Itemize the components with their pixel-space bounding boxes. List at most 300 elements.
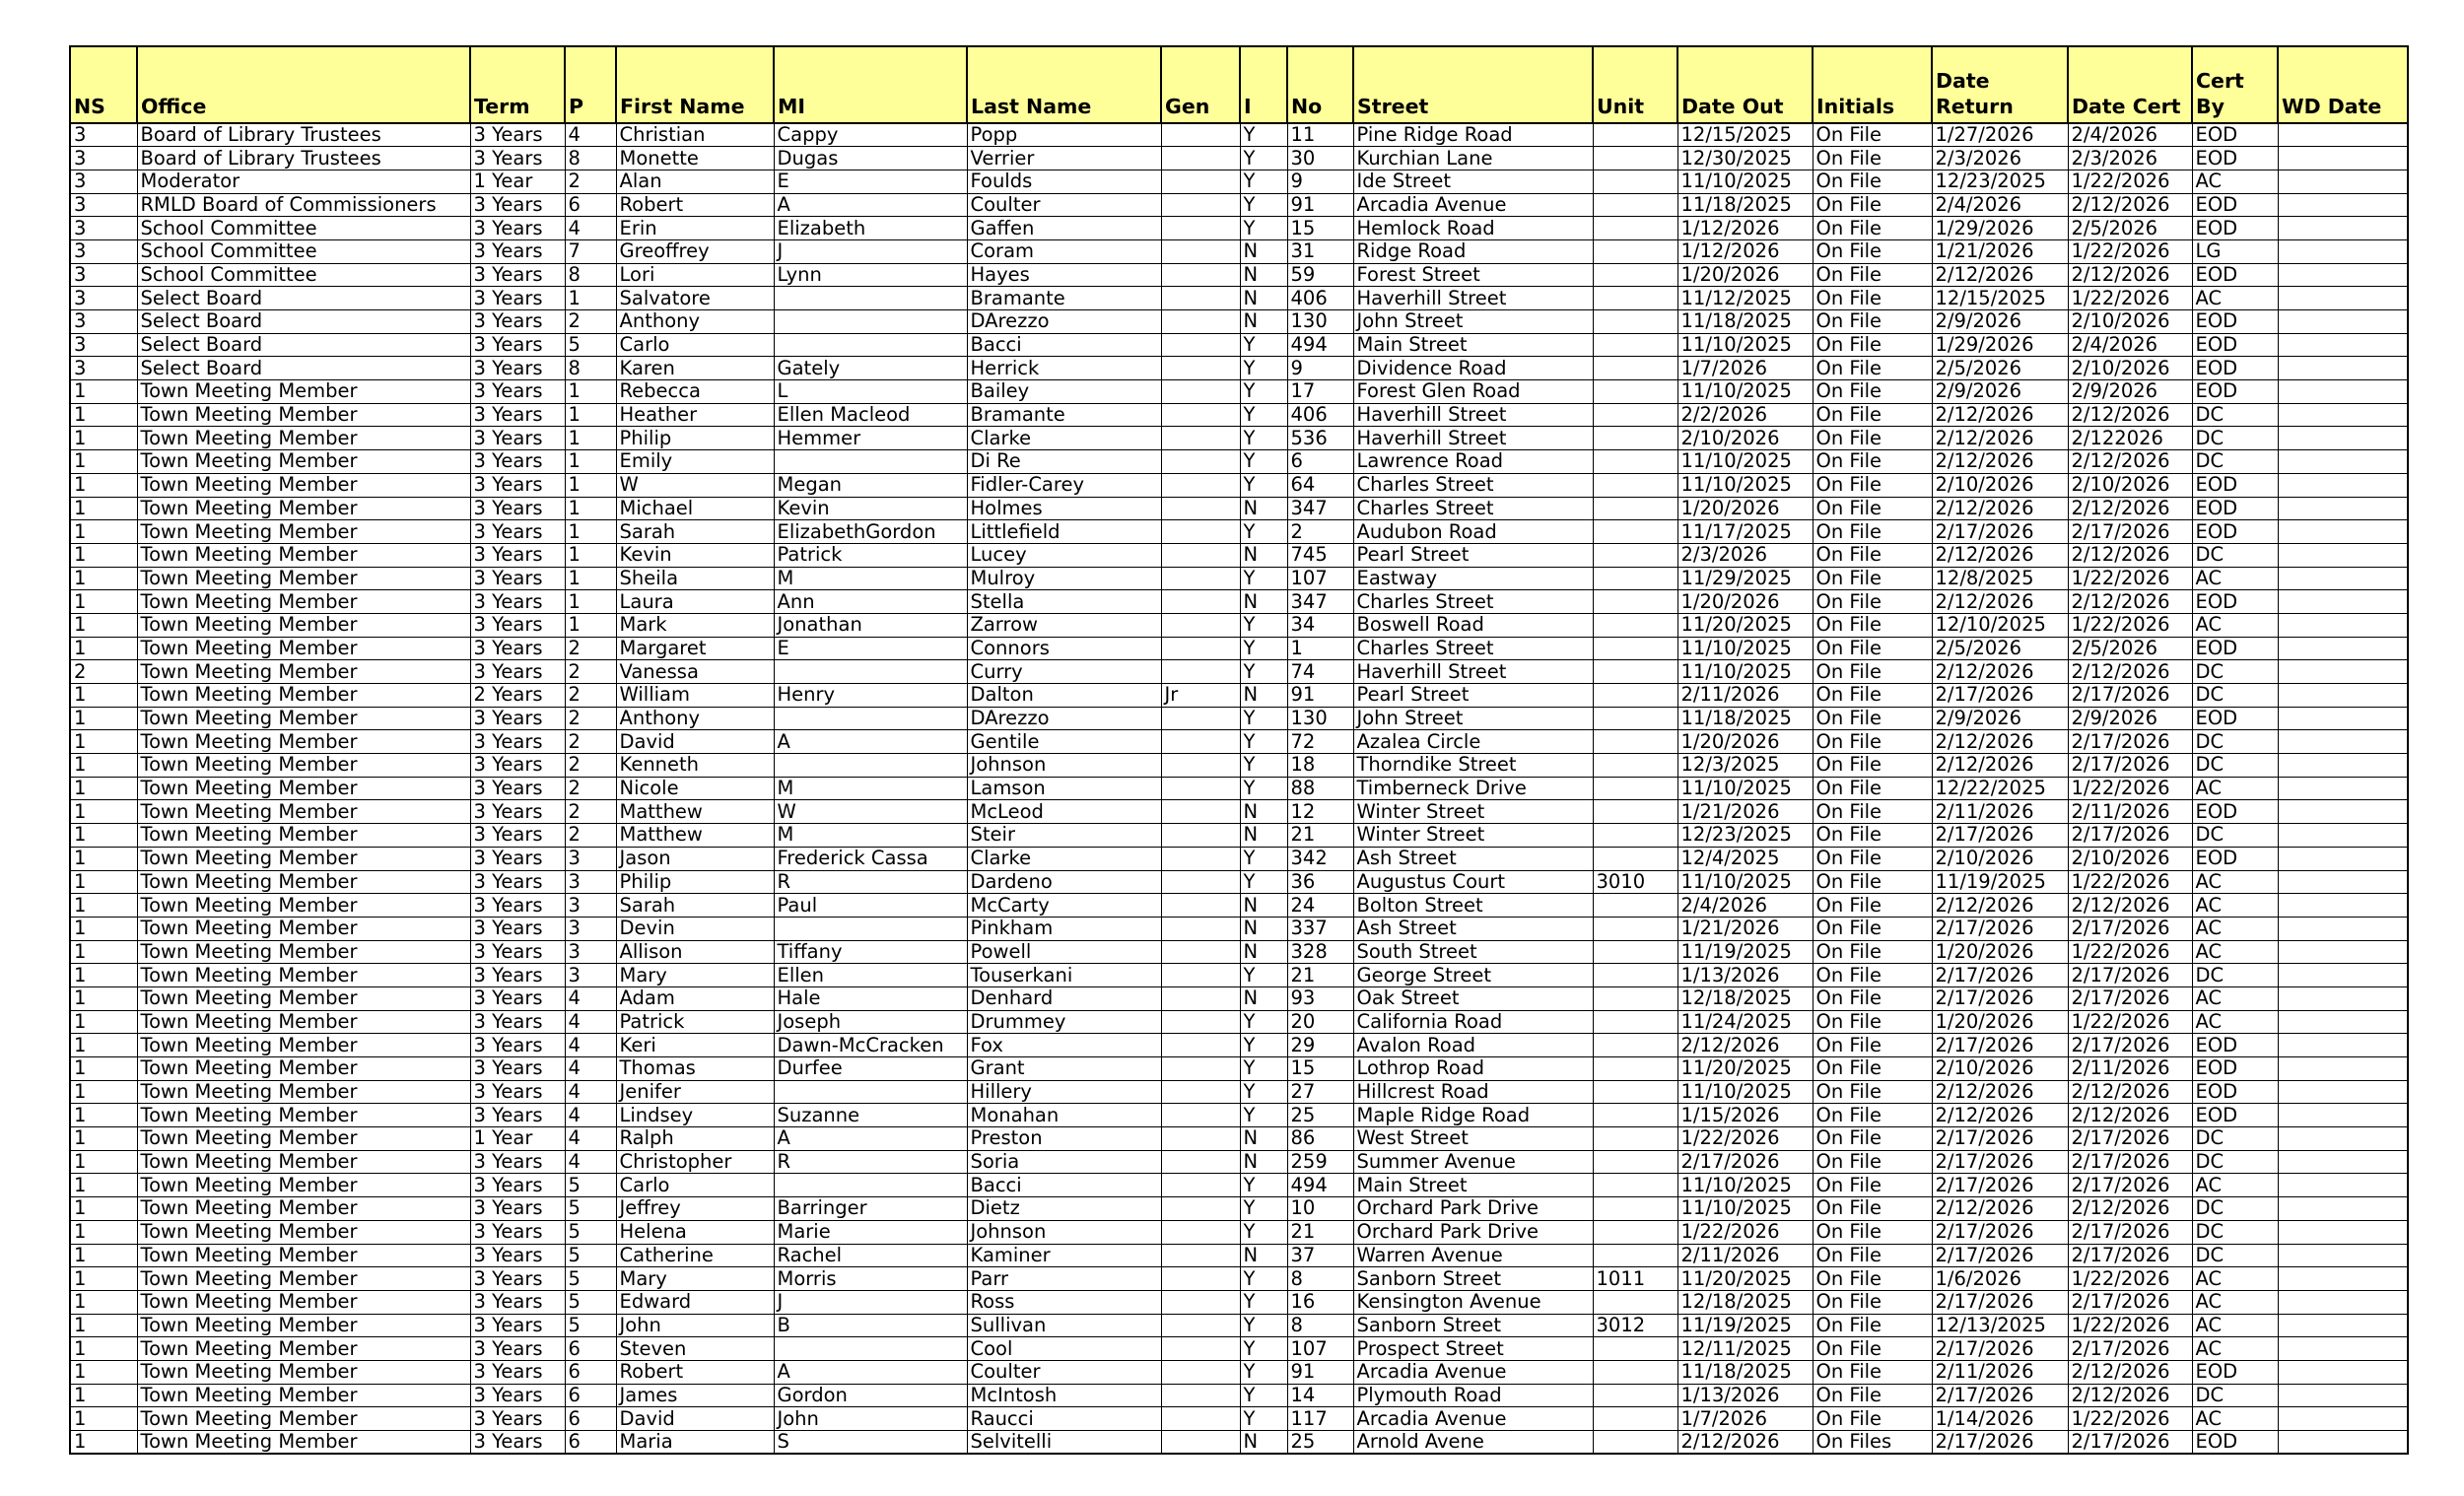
- cell-office: Town Meeting Member: [137, 824, 470, 848]
- cell-date-cert: 2/17/2026: [2068, 1290, 2192, 1314]
- cell-term: 3 Years: [470, 1314, 565, 1337]
- cell-first-name: Jason: [616, 847, 774, 870]
- cell-initials: On File: [1813, 1034, 1932, 1057]
- cell-gen: [1161, 1150, 1240, 1174]
- cell-first-name: Sarah: [616, 894, 774, 918]
- cell-first-name: Mark: [616, 613, 774, 637]
- cell-date-out: 11/10/2025: [1677, 450, 1813, 474]
- cell-first-name: Thomas: [616, 1057, 774, 1081]
- cell-ns: 3: [70, 193, 137, 217]
- cell-office: Town Meeting Member: [137, 1034, 470, 1057]
- cell-last-name: Curry: [967, 660, 1161, 684]
- cell-street: Sanborn Street: [1353, 1314, 1593, 1337]
- cell-no: 25: [1287, 1104, 1353, 1127]
- cell-cert-by: DC: [2192, 450, 2278, 474]
- cell-term: 3 Years: [470, 940, 565, 964]
- cell-ns: 1: [70, 637, 137, 660]
- cell-mi: Jonathan: [774, 613, 967, 637]
- cell-last-name: Littlefield: [967, 520, 1161, 544]
- cell-first-name: Keri: [616, 1034, 774, 1057]
- cell-last-name: Steir: [967, 824, 1161, 848]
- cell-initials: On File: [1813, 1314, 1932, 1337]
- cell-term: 3 Years: [470, 310, 565, 334]
- cell-cert-by: EOD: [2192, 1104, 2278, 1127]
- cell-office: RMLD Board of Commissioners: [137, 193, 470, 217]
- cell-first-name: Matthew: [616, 800, 774, 824]
- cell-p: 4: [565, 1127, 616, 1151]
- table-row: [70, 473, 2408, 497]
- cell-gen: [1161, 147, 1240, 170]
- cell-gen: [1161, 310, 1240, 334]
- table-row: [70, 123, 2408, 147]
- cell-ns: 1: [70, 1080, 137, 1104]
- cell-first-name: Laura: [616, 590, 774, 614]
- cell-office: Town Meeting Member: [137, 1080, 470, 1104]
- cell-no: 91: [1287, 193, 1353, 217]
- cell-wd-date: [2278, 707, 2408, 730]
- cell-no: 17: [1287, 380, 1353, 404]
- cell-wd-date: [2278, 637, 2408, 660]
- cell-date-return: 2/17/2026: [1932, 917, 2068, 940]
- cell-wd-date: [2278, 894, 2408, 918]
- cell-wd-date: [2278, 964, 2408, 987]
- cell-p: 6: [565, 193, 616, 217]
- column-header: Unit: [1593, 46, 1677, 123]
- cell-mi: [774, 1337, 967, 1361]
- cell-date-return: 2/5/2026: [1932, 357, 2068, 380]
- cell-street: Lawrence Road: [1353, 450, 1593, 474]
- cell-date-cert: 2/12/2026: [2068, 450, 2192, 474]
- cell-ns: 1: [70, 1150, 137, 1174]
- cell-first-name: Michael: [616, 497, 774, 520]
- cell-first-name: Philip: [616, 427, 774, 450]
- cell-date-out: 1/22/2026: [1677, 1220, 1813, 1244]
- column-header: MI: [774, 46, 967, 123]
- cell-p: 4: [565, 1034, 616, 1057]
- cell-initials: On File: [1813, 1290, 1932, 1314]
- cell-mi: Cappy: [774, 123, 967, 147]
- cell-gen: [1161, 1431, 1240, 1455]
- cell-date-return: 12/10/2025: [1932, 613, 2068, 637]
- column-header: P: [565, 46, 616, 123]
- cell-street: John Street: [1353, 707, 1593, 730]
- cell-p: 5: [565, 333, 616, 357]
- cell-no: 29: [1287, 1034, 1353, 1057]
- cell-ns: 1: [70, 1407, 137, 1431]
- cell-wd-date: [2278, 170, 2408, 193]
- cell-office: Select Board: [137, 357, 470, 380]
- cell-wd-date: [2278, 824, 2408, 848]
- cell-i: Y: [1240, 1104, 1287, 1127]
- cell-street: Lothrop Road: [1353, 1057, 1593, 1081]
- cell-no: 9: [1287, 170, 1353, 193]
- table-row: [70, 403, 2408, 427]
- cell-street: Pearl Street: [1353, 543, 1593, 567]
- cell-date-out: 11/20/2025: [1677, 1267, 1813, 1291]
- cell-p: 2: [565, 684, 616, 708]
- cell-date-cert: 1/22/2026: [2068, 1407, 2192, 1431]
- cell-ns: 1: [70, 1337, 137, 1361]
- cell-cert-by: EOD: [2192, 380, 2278, 404]
- cell-first-name: Kevin: [616, 543, 774, 567]
- cell-date-return: 2/17/2026: [1932, 1244, 2068, 1267]
- cell-initials: On File: [1813, 917, 1932, 940]
- cell-initials: On File: [1813, 450, 1932, 474]
- cell-i: N: [1240, 1150, 1287, 1174]
- cell-date-out: 11/10/2025: [1677, 333, 1813, 357]
- cell-wd-date: [2278, 310, 2408, 334]
- cell-i: Y: [1240, 730, 1287, 754]
- column-header: Date Cert: [2068, 46, 2192, 123]
- cell-date-cert: 2/17/2026: [2068, 730, 2192, 754]
- cell-p: 3: [565, 964, 616, 987]
- cell-ns: 1: [70, 473, 137, 497]
- cell-last-name: Ross: [967, 1290, 1161, 1314]
- cell-term: 3 Years: [470, 287, 565, 310]
- cell-mi: Dawn-McCracken: [774, 1034, 967, 1057]
- cell-mi: Joseph: [774, 1010, 967, 1034]
- cell-office: Town Meeting Member: [137, 730, 470, 754]
- cell-i: Y: [1240, 450, 1287, 474]
- cell-date-return: 1/27/2026: [1932, 123, 2068, 147]
- cell-office: Town Meeting Member: [137, 754, 470, 778]
- cell-term: 3 Years: [470, 1150, 565, 1174]
- cell-cert-by: EOD: [2192, 217, 2278, 240]
- cell-first-name: Lindsey: [616, 1104, 774, 1127]
- cell-last-name: Di Re: [967, 450, 1161, 474]
- cell-term: 3 Years: [470, 637, 565, 660]
- cell-gen: [1161, 777, 1240, 800]
- cell-no: 34: [1287, 613, 1353, 637]
- cell-unit: [1593, 986, 1677, 1010]
- cell-term: 3 Years: [470, 1267, 565, 1291]
- cell-street: Thorndike Street: [1353, 754, 1593, 778]
- cell-unit: [1593, 357, 1677, 380]
- cell-initials: On File: [1813, 1080, 1932, 1104]
- cell-date-return: 2/12/2026: [1932, 263, 2068, 287]
- cell-ns: 1: [70, 1057, 137, 1081]
- cell-date-return: 12/13/2025: [1932, 1314, 2068, 1337]
- cell-date-cert: 1/22/2026: [2068, 1010, 2192, 1034]
- cell-initials: On File: [1813, 1384, 1932, 1407]
- cell-cert-by: EOD: [2192, 123, 2278, 147]
- cell-date-cert: 1/22/2026: [2068, 1267, 2192, 1291]
- cell-wd-date: [2278, 777, 2408, 800]
- cell-p: 3: [565, 940, 616, 964]
- cell-p: 7: [565, 239, 616, 263]
- cell-i: N: [1240, 894, 1287, 918]
- cell-first-name: Lori: [616, 263, 774, 287]
- cell-first-name: Jenifer: [616, 1080, 774, 1104]
- table-header: [70, 46, 2408, 123]
- cell-ns: 1: [70, 847, 137, 870]
- cell-wd-date: [2278, 217, 2408, 240]
- cell-date-cert: 2/12/2026: [2068, 590, 2192, 614]
- cell-last-name: Fox: [967, 1034, 1161, 1057]
- cell-last-name: Dalton: [967, 684, 1161, 708]
- cell-mi: Ellen: [774, 964, 967, 987]
- cell-wd-date: [2278, 1174, 2408, 1197]
- cell-wd-date: [2278, 1267, 2408, 1291]
- cell-first-name: Christopher: [616, 1150, 774, 1174]
- cell-mi: A: [774, 193, 967, 217]
- cell-term: 3 Years: [470, 1360, 565, 1384]
- cell-date-return: 12/23/2025: [1932, 170, 2068, 193]
- cell-office: Town Meeting Member: [137, 637, 470, 660]
- cell-last-name: Bramante: [967, 403, 1161, 427]
- cell-mi: ElizabethGordon: [774, 520, 967, 544]
- cell-date-return: 1/20/2026: [1932, 940, 2068, 964]
- cell-office: Town Meeting Member: [137, 450, 470, 474]
- cell-term: 3 Years: [470, 707, 565, 730]
- cell-mi: [774, 754, 967, 778]
- cell-p: 1: [565, 380, 616, 404]
- cell-cert-by: AC: [2192, 613, 2278, 637]
- cell-date-out: 1/12/2026: [1677, 217, 1813, 240]
- table-body: [70, 123, 2408, 1454]
- cell-date-out: 11/10/2025: [1677, 1174, 1813, 1197]
- cell-p: 5: [565, 1267, 616, 1291]
- cell-no: 72: [1287, 730, 1353, 754]
- cell-unit: [1593, 1197, 1677, 1221]
- cell-date-cert: 2/12/2026: [2068, 1384, 2192, 1407]
- cell-mi: Ellen Macleod: [774, 403, 967, 427]
- cell-i: Y: [1240, 1057, 1287, 1081]
- cell-i: N: [1240, 986, 1287, 1010]
- cell-wd-date: [2278, 1034, 2408, 1057]
- cell-street: Eastway: [1353, 567, 1593, 590]
- cell-street: Charles Street: [1353, 473, 1593, 497]
- cell-last-name: McIntosh: [967, 1384, 1161, 1407]
- cell-date-cert: 1/22/2026: [2068, 239, 2192, 263]
- cell-office: Town Meeting Member: [137, 1057, 470, 1081]
- cell-term: 3 Years: [470, 567, 565, 590]
- cell-gen: [1161, 940, 1240, 964]
- cell-first-name: Carlo: [616, 333, 774, 357]
- cell-gen: [1161, 590, 1240, 614]
- cell-street: Timberneck Drive: [1353, 777, 1593, 800]
- cell-office: Town Meeting Member: [137, 590, 470, 614]
- cell-date-cert: 2/12/2026: [2068, 1360, 2192, 1384]
- cell-wd-date: [2278, 940, 2408, 964]
- cell-unit: [1593, 497, 1677, 520]
- cell-last-name: McLeod: [967, 800, 1161, 824]
- cell-mi: Paul: [774, 894, 967, 918]
- cell-cert-by: DC: [2192, 543, 2278, 567]
- cell-cert-by: AC: [2192, 1290, 2278, 1314]
- cell-cert-by: AC: [2192, 1337, 2278, 1361]
- cell-last-name: Cool: [967, 1337, 1161, 1361]
- cell-first-name: Matthew: [616, 824, 774, 848]
- cell-wd-date: [2278, 543, 2408, 567]
- cell-office: Select Board: [137, 310, 470, 334]
- cell-unit: [1593, 333, 1677, 357]
- cell-initials: On File: [1813, 1220, 1932, 1244]
- cell-street: Azalea Circle: [1353, 730, 1593, 754]
- cell-initials: On File: [1813, 754, 1932, 778]
- cell-last-name: Coulter: [967, 1360, 1161, 1384]
- cell-initials: On File: [1813, 263, 1932, 287]
- cell-date-out: 1/22/2026: [1677, 1127, 1813, 1151]
- cell-i: N: [1240, 1127, 1287, 1151]
- cell-i: Y: [1240, 520, 1287, 544]
- cell-initials: On File: [1813, 730, 1932, 754]
- cell-cert-by: AC: [2192, 986, 2278, 1010]
- cell-first-name: Emily: [616, 450, 774, 474]
- cell-cert-by: LG: [2192, 239, 2278, 263]
- cell-wd-date: [2278, 333, 2408, 357]
- table-row: [70, 754, 2408, 778]
- cell-date-return: 1/29/2026: [1932, 333, 2068, 357]
- cell-date-cert: 2/17/2026: [2068, 1431, 2192, 1455]
- cell-cert-by: EOD: [2192, 1360, 2278, 1384]
- cell-unit: [1593, 964, 1677, 987]
- cell-first-name: Alan: [616, 170, 774, 193]
- cell-initials: On File: [1813, 1197, 1932, 1221]
- cell-street: Maple Ridge Road: [1353, 1104, 1593, 1127]
- cell-i: Y: [1240, 193, 1287, 217]
- cell-first-name: Philip: [616, 870, 774, 894]
- cell-p: 2: [565, 660, 616, 684]
- column-header: Last Name: [967, 46, 1161, 123]
- cell-p: 6: [565, 1431, 616, 1455]
- cell-street: Orchard Park Drive: [1353, 1197, 1593, 1221]
- cell-initials: On File: [1813, 707, 1932, 730]
- cell-no: 1: [1287, 637, 1353, 660]
- cell-office: Town Meeting Member: [137, 520, 470, 544]
- table-row: [70, 917, 2408, 940]
- cell-mi: A: [774, 730, 967, 754]
- cell-last-name: Selvitelli: [967, 1431, 1161, 1455]
- cell-cert-by: AC: [2192, 1174, 2278, 1197]
- cell-date-out: 11/29/2025: [1677, 567, 1813, 590]
- cell-i: N: [1240, 940, 1287, 964]
- cell-date-cert: 2/12/2026: [2068, 193, 2192, 217]
- cell-wd-date: [2278, 1010, 2408, 1034]
- cell-office: Town Meeting Member: [137, 777, 470, 800]
- cell-i: Y: [1240, 427, 1287, 450]
- cell-i: Y: [1240, 707, 1287, 730]
- cell-date-return: 2/17/2026: [1932, 1337, 2068, 1361]
- table-row: [70, 613, 2408, 637]
- cell-gen: [1161, 357, 1240, 380]
- cell-office: Town Meeting Member: [137, 1431, 470, 1455]
- cell-gen: [1161, 1337, 1240, 1361]
- cell-cert-by: AC: [2192, 1267, 2278, 1291]
- cell-ns: 1: [70, 1034, 137, 1057]
- cell-initials: On File: [1813, 497, 1932, 520]
- cell-i: N: [1240, 1431, 1287, 1455]
- cell-ns: 1: [70, 917, 137, 940]
- cell-office: Town Meeting Member: [137, 497, 470, 520]
- cell-date-out: 11/18/2025: [1677, 707, 1813, 730]
- cell-date-out: 11/10/2025: [1677, 473, 1813, 497]
- cell-date-return: 2/9/2026: [1932, 380, 2068, 404]
- cell-gen: [1161, 730, 1240, 754]
- cell-date-cert: 1/22/2026: [2068, 777, 2192, 800]
- cell-initials: On File: [1813, 310, 1932, 334]
- cell-office: Town Meeting Member: [137, 567, 470, 590]
- cell-initials: On File: [1813, 287, 1932, 310]
- column-header: Date Out: [1677, 46, 1813, 123]
- cell-office: Town Meeting Member: [137, 380, 470, 404]
- cell-term: 3 Years: [470, 193, 565, 217]
- cell-ns: 1: [70, 497, 137, 520]
- cell-cert-by: DC: [2192, 1127, 2278, 1151]
- cell-street: Winter Street: [1353, 800, 1593, 824]
- cell-wd-date: [2278, 357, 2408, 380]
- cell-cert-by: AC: [2192, 777, 2278, 800]
- table-row: [70, 870, 2408, 894]
- cell-i: N: [1240, 590, 1287, 614]
- cell-date-cert: 2/10/2026: [2068, 473, 2192, 497]
- cell-first-name: Adam: [616, 986, 774, 1010]
- cell-p: 5: [565, 1197, 616, 1221]
- cell-gen: [1161, 847, 1240, 870]
- cell-mi: Gordon: [774, 1384, 967, 1407]
- cell-office: Town Meeting Member: [137, 684, 470, 708]
- cell-gen: [1161, 473, 1240, 497]
- cell-p: 5: [565, 1314, 616, 1337]
- cell-p: 1: [565, 287, 616, 310]
- cell-last-name: Touserkani: [967, 964, 1161, 987]
- cell-initials: On File: [1813, 1104, 1932, 1127]
- cell-date-out: 11/10/2025: [1677, 660, 1813, 684]
- cell-date-return: 2/12/2026: [1932, 497, 2068, 520]
- cell-last-name: Herrick: [967, 357, 1161, 380]
- cell-term: 3 Years: [470, 1220, 565, 1244]
- cell-last-name: Powell: [967, 940, 1161, 964]
- cell-last-name: Foulds: [967, 170, 1161, 193]
- cell-gen: [1161, 1057, 1240, 1081]
- cell-mi: Rachel: [774, 1244, 967, 1267]
- cell-mi: R: [774, 870, 967, 894]
- column-header: Term: [470, 46, 565, 123]
- cell-unit: [1593, 917, 1677, 940]
- cell-mi: E: [774, 170, 967, 193]
- cell-gen: [1161, 754, 1240, 778]
- cell-date-return: 2/12/2026: [1932, 730, 2068, 754]
- cell-term: 3 Years: [470, 1057, 565, 1081]
- cell-cert-by: DC: [2192, 660, 2278, 684]
- cell-gen: [1161, 1407, 1240, 1431]
- cell-wd-date: [2278, 520, 2408, 544]
- cell-cert-by: AC: [2192, 567, 2278, 590]
- cell-office: Town Meeting Member: [137, 1360, 470, 1384]
- cell-p: 4: [565, 1150, 616, 1174]
- cell-p: 4: [565, 1057, 616, 1081]
- table-row: [70, 567, 2408, 590]
- column-header: Cert By: [2192, 46, 2278, 123]
- cell-initials: On File: [1813, 403, 1932, 427]
- cell-date-cert: 2/12/2026: [2068, 1197, 2192, 1221]
- cell-office: Town Meeting Member: [137, 940, 470, 964]
- cell-no: 337: [1287, 917, 1353, 940]
- cell-date-return: 2/9/2026: [1932, 707, 2068, 730]
- cell-date-return: 2/17/2026: [1932, 1431, 2068, 1455]
- cell-i: Y: [1240, 1174, 1287, 1197]
- cell-i: Y: [1240, 1034, 1287, 1057]
- cell-date-cert: 2/9/2026: [2068, 707, 2192, 730]
- cell-date-cert: 2/17/2026: [2068, 1174, 2192, 1197]
- cell-street: Warren Avenue: [1353, 1244, 1593, 1267]
- cell-street: Oak Street: [1353, 986, 1593, 1010]
- cell-term: 3 Years: [470, 847, 565, 870]
- cell-term: 3 Years: [470, 123, 565, 147]
- cell-i: Y: [1240, 1384, 1287, 1407]
- cell-date-cert: 2/12/2026: [2068, 1104, 2192, 1127]
- cell-first-name: Kenneth: [616, 754, 774, 778]
